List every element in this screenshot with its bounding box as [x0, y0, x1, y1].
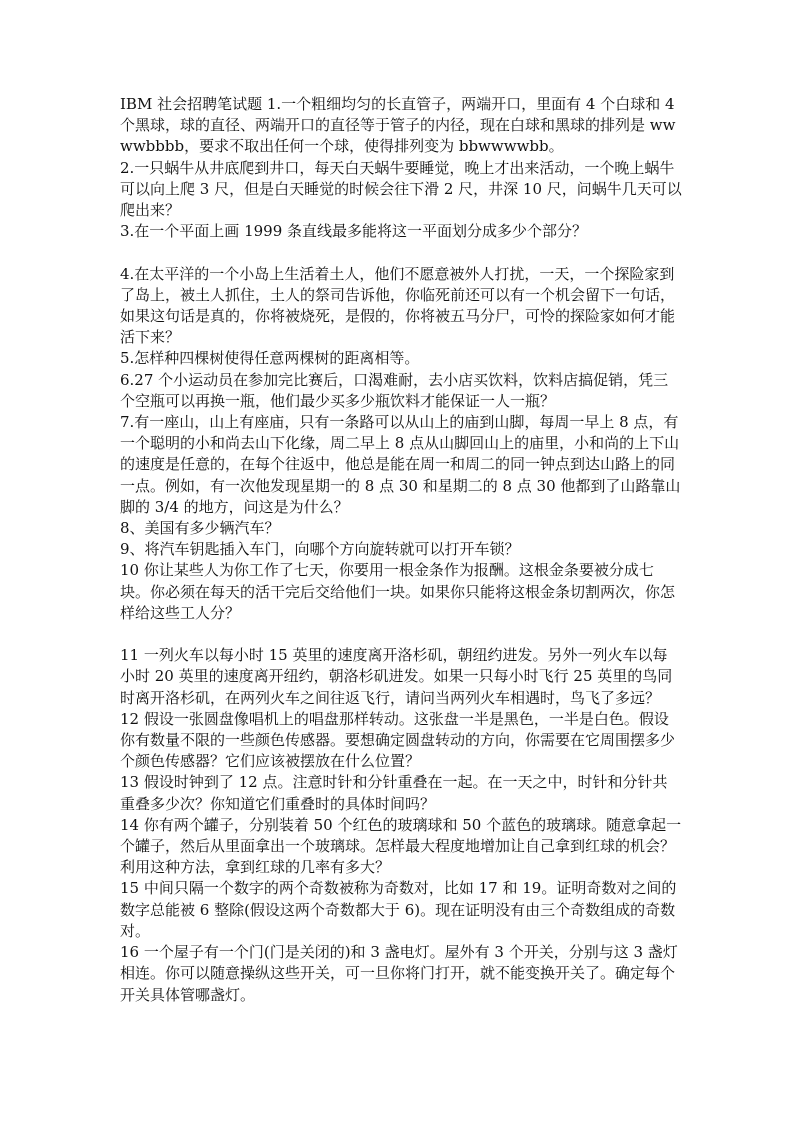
- paragraph-q9: 9、将汽车钥匙插入车门，向哪个方向旋转就可以打开车锁？: [120, 540, 520, 559]
- paragraph-q13: 13 假设时钟到了 12 点。注意时针和分针重叠在一起。在一天之中，时针和分针共重叠多少次？你知道它们重叠时的具体时间吗？: [120, 773, 668, 813]
- paragraph-q2: 2.一只蜗牛从井底爬到井口，每天白天蜗牛要睡觉，晚上才出来活动，一个晚上蜗牛可以向上爬 3 尺，但是白天睡觉的时候会往下滑 2 尺，井深 10 尺，问蜗牛几天可以爬出来？: [120, 158, 682, 220]
- paragraph-q6: 6.27 个小运动员在参加完比赛后，口渴难耐，去小店买饮料，饮料店搞促销，凭三个空瓶可以再换一瓶，他们最少买多少瓶饮料才能保证一人一瓶？: [120, 370, 669, 410]
- paragraph-q5: 5.怎样种四棵树使得任意两棵树的距离相等。: [120, 349, 420, 368]
- paragraph-q10: 10 你让某些人为你工作了七天，你要用一根金条作为报酬。这根金条要被分成七块。你必须在每天的活干完后交给他们一块。如果你只能将这根金条切割两次，你怎样给这些工人分？: [120, 561, 676, 622]
- paragraph-q15: 15 中间只隔一个数字的两个奇数被称为奇数对，比如 17 和 19。证明奇数对之间的数字总能被 6 整除(假设这两个奇数都大于 6)。现在证明没有由三个奇数组成的奇数对。: [120, 879, 677, 940]
- paragraph-q8: 8、美国有多少辆汽车？: [120, 519, 280, 538]
- paragraph-q11: 11 一列火车以每小时 15 英里的速度离开洛杉矶，朝纽约进发。另外一列火车以每小时 20 英里的速度离开纽约，朝洛杉矶进发。如果一只每小时飞行 25 英里的鸟同时离开洛杉矶，在两列火车之间往返飞行，请问当两列火车相遇时，鸟飞了多远？: [120, 646, 673, 707]
- paragraph-q7: 7.有一座山，山上有座庙，只有一条路可以从山上的庙到山脚，每周一早上 8 点，有一个聪明的小和尚去山下化缘，周二早上 8 点从山脚回山上的庙里，小和尚的上下山的速度是任意的，在每个往返中，他总是能在周一和周二的同一钟点到达山路上的同一点。例如，有一次他发现星期一的 8 点 30 和星期二的 8 点 30 他都到了山路靠山脚的 3/4 的地方，问这是为什么？: [120, 413, 681, 516]
- paragraph-q16: 16 一个屋子有一个门(门是关闭的)和 3 盏电灯。屋外有 3 个开关，分别与这 3 盏灯相连。你可以随意操纵这些开关，可一旦你将门打开，就不能变换开关了。确定每个开关具体管哪盏灯。: [120, 943, 678, 1004]
- document-body: [120, 94, 682, 1006]
- blank-line: [120, 624, 682, 645]
- paragraph-q3: 3.在一个平面上画 1999 条直线最多能将这一平面划分成多少个部分？: [120, 222, 588, 241]
- paragraph-intro-q1: IBM 社会招聘笔试题 1.一个粗细均匀的长直管子，两端开口，里面有 4 个白球和 4 个黑球，球的直径、两端开口的直径等于管子的内径，现在白球和黑球的排列是 wwwwbbbb，要求不取出任何一个球，使得排列变为 bbwwwwbb。: [120, 95, 676, 156]
- paragraph-q12: 12 假设一张圆盘像唱机上的唱盘那样转动。这张盘一半是黑色，一半是白色。假设你有数量不限的一些颜色传感器。要想确定圆盘转动的方向，你需要在它周围摆多少个颜色传感器？它们应该被摆放在什么位置？: [120, 709, 676, 771]
- blank-line: [120, 242, 682, 263]
- paragraph-q4: 4.在太平洋的一个小岛上生活着土人，他们不愿意被外人打扰，一天，一个探险家到了岛上，被土人抓住，土人的祭司告诉他，你临死前还可以有一个机会留下一句话，如果这句话是真的，你将被烧死，是假的，你将被五马分尸，可怜的探险家如何才能活下来？: [120, 264, 676, 347]
- paragraph-q14: 14 你有两个罐子，分别装着 50 个红色的玻璃球和 50 个蓝色的玻璃球。随意拿起一个罐子，然后从里面拿出一个玻璃球。怎样最大程度地增加让自己拿到红球的机会？利用这种方法，拿到红球的几率有多大？: [120, 815, 682, 877]
